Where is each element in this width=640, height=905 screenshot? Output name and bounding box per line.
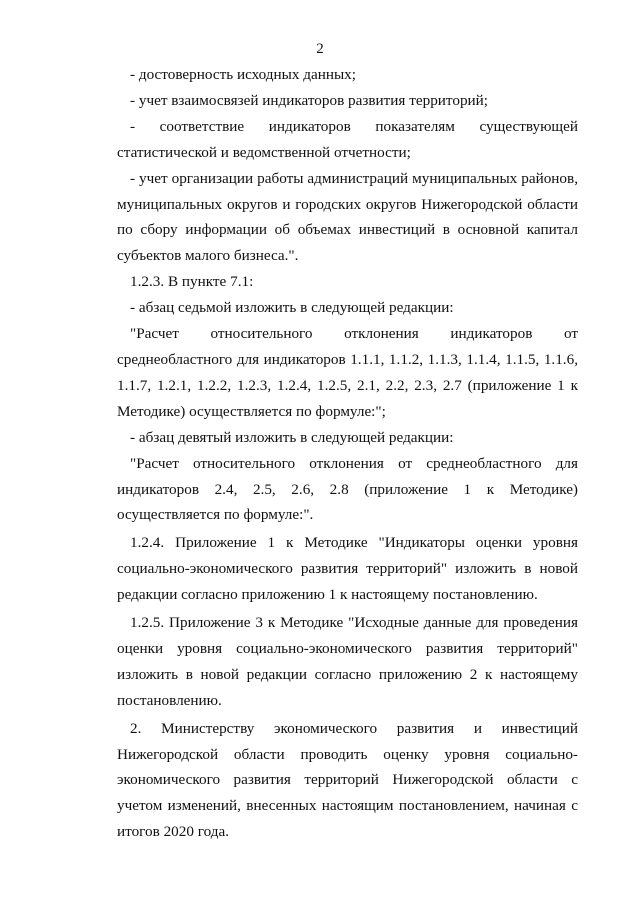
page-number: 2 bbox=[316, 41, 324, 57]
paragraph-clause-1-2-3: 1.2.3. В пункте 7.1: bbox=[130, 273, 254, 291]
paragraph-clause-1-2-5: 1.2.5. Приложение 3 к Методике "Исходные данные для проведения оценки уровня социально-экономического развития территорий" изложить в новой редакции согласно приложению 2 к настоящему постановлению. bbox=[117, 614, 578, 709]
paragraph-clause-2: 2. Министерству экономического развития и инвестиций Нижегородской области проводить оценку уровня социально-экономического развития территорий Нижегородской области с учетом изменений, внесенных настоящим постановлением, начиная с итогов 2020 года. bbox=[117, 719, 578, 841]
paragraph-calculation-formula-1: "Расчет относительного отклонения индикаторов от среднеобластного для индикаторов 1.1.1, 1.1.2, 1.1.3, 1.1.4, 1.1.5, 1.1.6, 1.1.7, 1.2.1, 1.2.2, 1.2.3, 1.2.4, 1.2.5, 2.1, 2.2, 2.3, 2.7 (приложение 1 к Методике) осуществляется по формуле:"; bbox=[117, 325, 578, 420]
paragraph-calculation-formula-2: "Расчет относительного отклонения от среднеобластного для индикаторов 2.4, 2.5, 2.6, 2.8 (приложение 1 к Методике) осуществляется по формуле:". bbox=[117, 454, 578, 524]
paragraph-ninth-abstract: - абзац девятый изложить в следующей редакции: bbox=[130, 428, 454, 446]
document-body bbox=[117, 62, 578, 845]
paragraph-statistics-compliance: - соответствие индикаторов показателям существующей статистической и ведомственной отчетности; bbox=[117, 117, 578, 161]
paragraph-administration-work: - учет организации работы администраций муниципальных районов, муниципальных округов и городских округов Нижегородской области по сбору информации об объемах инвестиций в основной капитал субъектов малого бизнеса.". bbox=[117, 169, 578, 265]
paragraph-clause-1-2-4: 1.2.4. Приложение 1 к Методике "Индикаторы оценки уровня социально-экономического развития территорий" изложить в новой редакции согласно приложению 1 к настоящему постановлению. bbox=[117, 534, 578, 604]
paragraph-reliability: - достоверность исходных данных; bbox=[130, 66, 356, 83]
paragraph-seventh-abstract: - абзац седьмой изложить в следующей редакции: bbox=[130, 299, 454, 317]
paragraph-indicator-relations: - учет взаимосвязей индикаторов развития территорий; bbox=[130, 91, 489, 109]
